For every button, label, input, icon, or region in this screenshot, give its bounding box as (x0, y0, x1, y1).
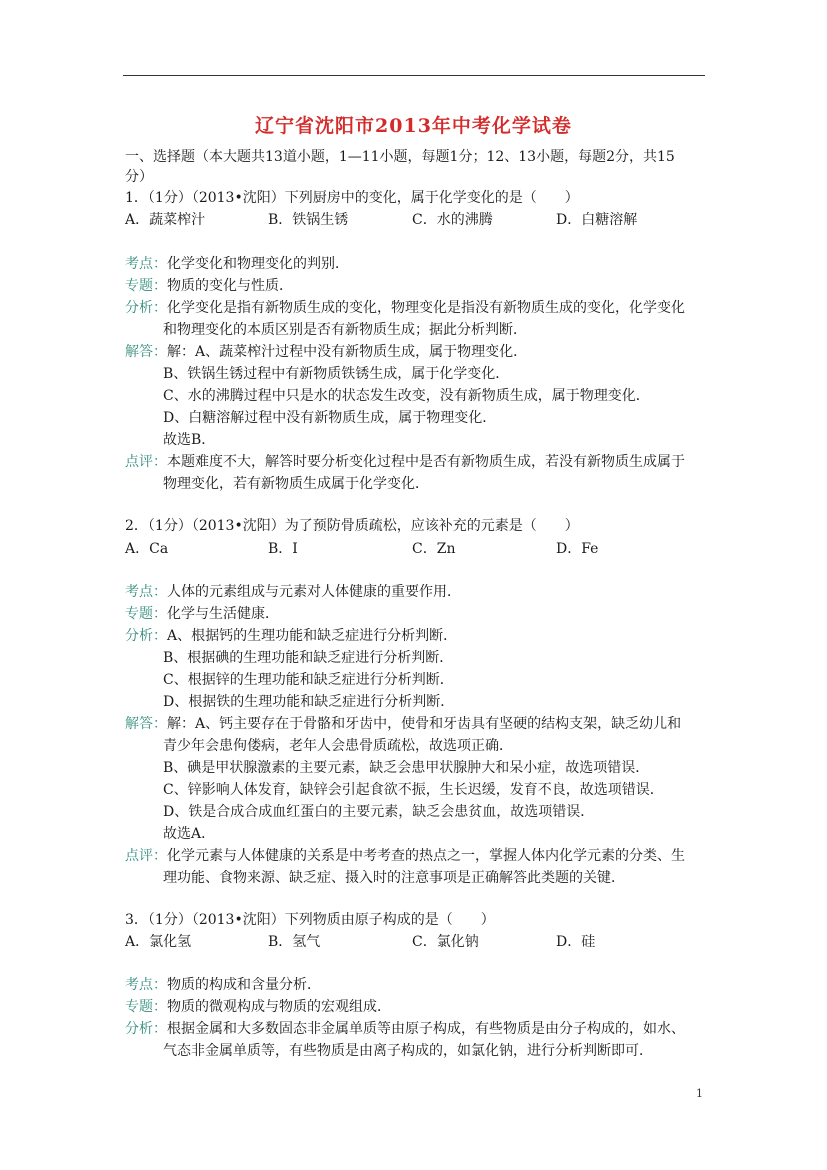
q1-jieda-line-2: B、铁锅生锈过程中有新物质铁锈生成，属于化学变化． (163, 366, 510, 382)
question-2-stem: 2．（1分）（2013•沈阳）为了预防骨质疏松，应该补充的元素是（ ） (125, 518, 579, 534)
q2-option-a: A．Ca (125, 541, 169, 557)
q1-fenxi-line-1: 化学变化是指有新物质生成的变化，物理变化是指没有新物质生成的变化，化学变化 (167, 300, 685, 316)
q3-kaodian (125, 975, 321, 995)
q3-zhuanti (125, 997, 391, 1017)
q2-jieda-line-2: 青少年会患佝偻病，老年人会患骨质疏松，故选项正确． (163, 738, 513, 754)
label-zhuanti: 专题： (125, 606, 167, 622)
q1-option-b: B．铁锅生锈 (268, 212, 349, 228)
q2-dianping-line-1: 化学元素与人体健康的关系是中考考查的热点之一，掌握人体内化学元素的分类、生 (167, 848, 685, 864)
q1-jieda-line-3: C、水的沸腾过程中只是水的状态发生改变，没有新物质生成，属于物理变化． (163, 388, 650, 404)
label-zhuanti: 专题： (125, 278, 167, 294)
q3-option-a: A．氯化氢 (125, 934, 192, 950)
q2-jieda-line-5: D、铁是合成合成血红蛋白的主要元素，缺乏会患贫血，故选项错误． (163, 804, 595, 820)
q2-jieda-line-3: B、碘是甲状腺激素的主要元素，缺乏会患甲状腺肿大和呆小症，故选项错误． (163, 760, 650, 776)
q2-dianping (125, 846, 685, 866)
label-kaodian: 考点： (125, 977, 167, 993)
label-kaodian: 考点： (125, 256, 167, 272)
q1-jieda-line-5: 故选B． (163, 432, 216, 448)
label-fenxi: 分析： (125, 300, 167, 316)
q3-fenxi (125, 1019, 685, 1039)
header-rule (123, 75, 705, 76)
q3-option-b: B．氢气 (268, 934, 321, 950)
q2-fenxi-line-1: A、根据钙的生理功能和缺乏症进行分析判断． (167, 628, 458, 644)
label-fenxi: 分析： (125, 1021, 167, 1037)
q1-jieda-line-1: 解：A、蔬菜榨汁过程中没有新物质生成，属于物理变化． (167, 344, 528, 360)
q3-option-c: C．氯化钠 (412, 934, 479, 950)
q2-kaodian-text: 人体的元素组成与元素对人体健康的重要作用． (167, 584, 461, 600)
q1-option-d: D．白糖溶解 (556, 212, 638, 228)
q3-fenxi-line-2: 气态非金属单质等，有些物质是由离子构成的，如氯化钠，进行分析判断即可． (163, 1043, 653, 1059)
label-dianping: 点评： (125, 848, 167, 864)
label-jieda: 解答： (125, 344, 167, 360)
label-kaodian: 考点： (125, 584, 167, 600)
q2-option-d: D．Fe (556, 541, 599, 557)
q1-dianping (125, 452, 685, 472)
q1-kaodian (125, 254, 349, 274)
q1-jieda (125, 342, 527, 362)
label-dianping: 点评： (125, 454, 167, 470)
q2-fenxi (125, 626, 457, 646)
q1-zhuanti (125, 276, 293, 296)
label-fenxi: 分析： (125, 628, 167, 644)
q1-option-c: C．水的沸腾 (412, 212, 493, 228)
q1-zhuanti-text: 物质的变化与性质． (167, 278, 293, 294)
q3-option-d: D．硅 (556, 934, 596, 950)
q1-dianping-line-2: 物理变化，若有新物质生成属于化学变化． (163, 476, 429, 492)
q3-fenxi-line-1: 根据金属和大多数固态非金属单质等由原子构成，有些物质是由分子构成的，如水、 (167, 1021, 685, 1037)
q2-zhuanti-text: 化学与生活健康． (167, 606, 279, 622)
page-number: 1 (696, 1087, 703, 1100)
q2-fenxi-line-2: B、根据碘的生理功能和缺乏症进行分析判断． (163, 650, 454, 666)
q2-jieda (125, 714, 681, 734)
q2-zhuanti (125, 604, 279, 624)
q1-fenxi-line-2: 和物理变化的本质区别是否有新物质生成；据此分析判断． (163, 322, 527, 338)
q1-jieda-line-4: D、白糖溶解过程中没有新物质生成，属于物理变化． (163, 410, 497, 426)
section-heading: 一、选择题（本大题共13道小题，1—11小题，每题1分；12、13小题，每题2分，共15 (125, 149, 675, 165)
q2-jieda-line-4: C、锌影响人体发育，缺锌会引起食欲不振，生长迟缓，发育不良，故选项错误． (163, 782, 664, 798)
q2-kaodian (125, 582, 461, 602)
q2-jieda-line-6: 故选A． (163, 826, 216, 842)
label-jieda: 解答： (125, 716, 167, 732)
q2-option-c: C．Zn (412, 541, 456, 557)
q1-dianping-line-1: 本题难度不大，解答时要分析变化过程中是否有新物质生成，若没有新物质生成属于 (167, 454, 685, 470)
q2-fenxi-line-4: D、根据铁的生理功能和缺乏症进行分析判断． (163, 694, 455, 710)
q2-jieda-line-1: 解：A、钙主要存在于骨骼和牙齿中，使骨和牙齿具有坚硬的结构支架，缺乏幼儿和 (167, 716, 682, 732)
label-zhuanti: 专题： (125, 999, 167, 1015)
q1-fenxi (125, 298, 685, 318)
q3-zhuanti-text: 物质的微观构成与物质的宏观组成． (167, 999, 391, 1015)
q2-option-b: B．I (268, 541, 298, 557)
question-3-stem: 3．（1分）（2013•沈阳）下列物质由原子构成的是（ ） (125, 912, 495, 928)
q2-fenxi-line-3: C、根据锌的生理功能和缺乏症进行分析判断． (163, 672, 454, 688)
q1-kaodian-text: 化学变化和物理变化的判别． (167, 256, 349, 272)
section-heading-cont: 分） (125, 169, 153, 185)
question-1-stem: 1．（1分）（2013•沈阳）下列厨房中的变化，属于化学变化的是（ ） (125, 190, 579, 206)
q2-dianping-line-2: 理功能、食物来源、缺乏症、摄入时的注意事项是正确解答此类题的关键． (163, 870, 625, 886)
q1-option-a: A．蔬菜榨汁 (125, 212, 206, 228)
q3-kaodian-text: 物质的构成和含量分析． (167, 977, 321, 993)
page-title: 辽宁省沈阳市2013年中考化学试卷 (255, 115, 572, 137)
